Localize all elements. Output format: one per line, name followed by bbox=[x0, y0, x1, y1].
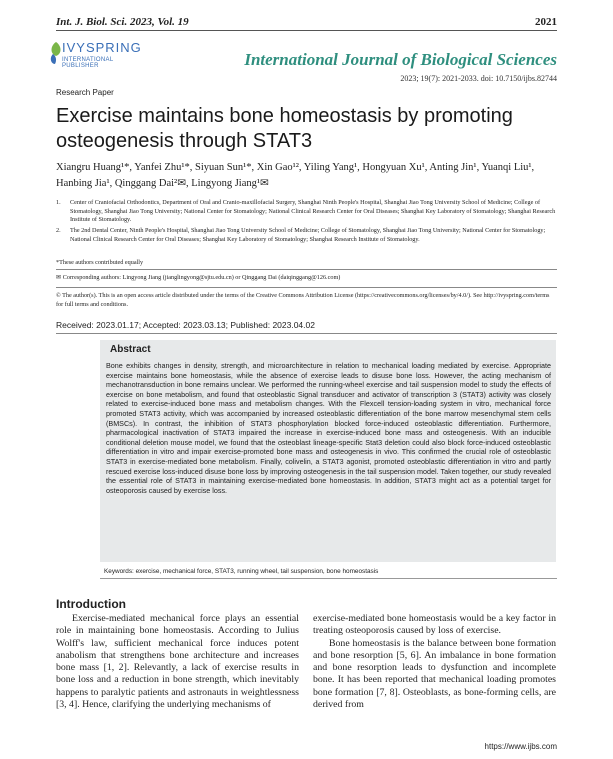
publisher-logo bbox=[48, 38, 143, 76]
license-text: © The author(s). This is an open access article distributed under the terms of the Creative Commons Attribution License (https://creativecommons.org/licenses/by/4.0/). See http://ivyspring.com/terms for full terms and conditions. bbox=[56, 292, 550, 308]
paper-type: Research Paper bbox=[56, 88, 114, 97]
divider bbox=[56, 287, 557, 288]
affiliation-text: The 2nd Dental Center, Ninth People's Hospital, Shanghai Jiao Tong University School of Medicine; College of Stomatology, Shanghai Jiao Tong University; National Center for Stomatology; National Clinical Research Center for Oral Diseases; Shanghai Key Laboratory of Stomatology; Shanghai Research Institute of Stomatology. bbox=[70, 227, 546, 243]
section-heading: Introduction bbox=[56, 597, 126, 611]
body-column-left bbox=[56, 613, 299, 711]
logo-subtitle: INTERNATIONAL PUBLISHER bbox=[62, 57, 114, 69]
divider bbox=[56, 333, 557, 334]
affiliation-1 bbox=[56, 199, 556, 225]
publication-dates: Received: 2023.01.17; Accepted: 2023.03.13; Published: 2023.04.02 bbox=[56, 320, 315, 330]
paragraph: Bone homeostasis is the balance between bone formation and bone resorption [5, 6]. An imbalance in bone formation and bone resorption leads to dysfunction and incomplete bone. It has been reported that mechanical loading promotes bone formation [7, 8]. Osteoblasts, as bone-forming cells, are derived from bbox=[313, 637, 556, 711]
abstract-body: Bone exhibits changes in density, strength, and microarchitecture in relation to mechanical loading mediated by exercise. Appropriate exercise maintains bone homeostasis, while the absence of exercise leads to disuse bone loss. However, the acting mechanism of mechanotransduction in bone remains unclear. We performed the running-wheel exercise and tail suspension model to study the effects of exercise on bone metabolism, and found that osteoblastic Signal transducer and activator of transcription 3 (STAT3) activity was closely related to exercise-induced bone mass and metabolism changes. With the Flexcell tension-loading system in vitro, mechanical force promoted STAT3 activity, which was accompanied by increased osteoblastic differentiation of the bone marrow mesenchymal stem cells (BMSCs). In contrast, the inhibition of STAT3 phosphorylation blocked force-induced osteoblastic differentiation. Furthermore, pharmacological inactivation of STAT3 impaired the increase in exercise-induced bone mass and osteogenesis. With an inducible conditional deletion mouse model, we found that the osteoblast lineage-specific Stat3 deletion could also block force-induced osteoblastic differentiation in vitro and impair exercise-promoted bone mass and osteogenesis in vivo. This confirmed the crucial role of osteoblastic STAT3 in exercise-mediated bone metabolism. Finally, colivelin, a STAT3 agonist, promoted osteoblastic differentiation in vitro and partly rescued exercise loss-induced disuse bone loss by improving osteogenesis in the tail suspension model. Taken together, our study revealed the essential role of STAT3 in maintaining exercise-mediated bone homeostasis. In addition, STAT3 might act as a potential target for osteoporosis caused by exercise loss. bbox=[106, 361, 551, 495]
paper-title: Exercise maintains bone homeostasis by promoting osteogenesis through STAT3 bbox=[56, 105, 513, 152]
journal-title: International Journal of Biological Sciences bbox=[244, 50, 557, 69]
paragraph: Exercise-mediated mechanical force plays an essential role in maintaining bone homeostasis. According to Julius Wolff's law, sufficient mechanical force induces potent anabolism that strengthens bone architecture and increases bone mass [1, 2]. Relevantly, a lack of exercise results in bone loss and a reduction in bone strength, which inevitably happens to paralytic patients and astronauts in weightlessness [3, 4]. Hence, clarifying the underlying mechanisms of bbox=[56, 613, 299, 711]
citation: 2023; 19(7): 2021-2033. doi: 10.7150/ijbs.82744 bbox=[400, 74, 557, 83]
affiliation-2 bbox=[56, 227, 556, 244]
divider bbox=[56, 269, 557, 270]
logo-name: IVYSPRING bbox=[62, 40, 142, 55]
affiliation-text: Center of Craniofacial Orthodontics, Department of Oral and Cranio-maxillofacial Surgery, Shanghai Ninth People's Hospital, Shanghai Jiao Tong University School of Medicine; College of Stomatology, Shanghai Jiao Tong University; National Center for Stomatology; National Clinical Research Center for Oral Diseases; Shanghai Key Laboratory of Stomatology; Shanghai Research Institute of Stomatology. bbox=[70, 199, 556, 224]
abstract-heading: Abstract bbox=[110, 344, 151, 355]
journal-header: Int. J. Biol. Sci. 2023, Vol. 19 bbox=[56, 16, 189, 28]
page-number: 2021 bbox=[535, 16, 557, 28]
header-rule bbox=[56, 30, 557, 31]
footer-url[interactable]: https://www.ijbs.com bbox=[484, 742, 557, 751]
body-column-right bbox=[313, 613, 556, 711]
equal-contribution-note: *These authors contributed equally bbox=[56, 259, 144, 266]
paragraph: exercise-mediated bone homeostasis would be a key factor in treating osteoporosis caused by loss of exercise. bbox=[313, 613, 556, 637]
author-list: Xiangru Huang¹*, Yanfei Zhu¹*, Siyuan Sun¹*, Xin Gao¹², Yiling Yang¹, Hongyuan Xu¹, Anting Jin¹, Yuanqi Liu¹, Hanbing Jia¹, Qinggang Dai²✉, Lingyong Jiang¹✉ bbox=[56, 162, 535, 189]
keywords: Keywords: exercise, mechanical force, STAT3, running wheel, tail suspension, bone homeostasis bbox=[104, 568, 379, 575]
affiliation-number: 2. bbox=[56, 227, 61, 234]
corresponding-authors: ✉ Corresponding authors: Lingyong Jiang (jianglingyong@sjtu.edu.cn) or Qinggang Dai (daiqinggang@126.com) bbox=[56, 274, 341, 281]
affiliation-number: 1. bbox=[56, 199, 61, 206]
divider bbox=[100, 578, 557, 579]
